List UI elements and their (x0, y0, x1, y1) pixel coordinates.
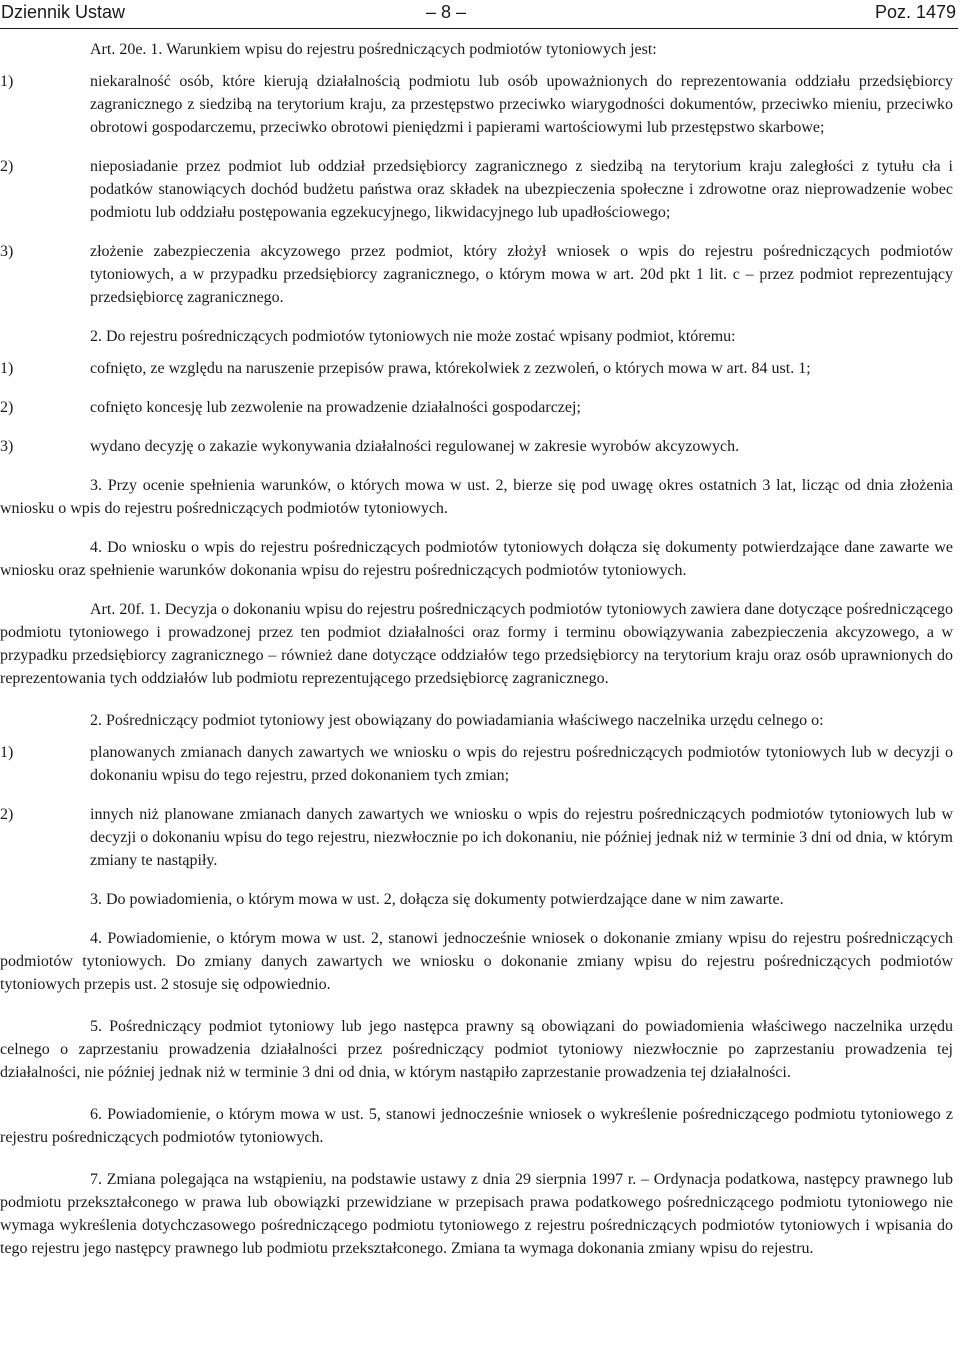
list-item-text: cofnięto, ze względu na naruszenie przepisów prawa, którekolwiek z zezwoleń, o których mowa w art. 84 ust. 1; (90, 360, 811, 377)
page-header (0, 0, 958, 24)
journal-title: Dziennik Ustaw (1, 2, 126, 22)
list-item-text: planowanych zmianach danych zawartych we wniosku o wpis do rejestru pośredniczących podmiotów tytoniowych lub w decyzji o dokonaniu wpisu do tego rejestru, przed dokonaniem tych zmian; (90, 744, 953, 784)
paragraph (0, 927, 953, 996)
paragraph-text: Art. 20e. 1. Warunkiem wpisu do rejestru pośredniczących podmiotów tytoniowych jest: (90, 41, 657, 58)
list-item-number: 1) (0, 73, 14, 90)
list-item-number: 2) (0, 158, 14, 175)
paragraph (0, 1015, 953, 1084)
paragraph-text: 4. Do wniosku o wpis do rejestru pośredniczących podmiotów tytoniowych dołącza się dokumenty potwierdzające dane zawarte we wniosku oraz spełnienie warunków dokonania wpisu do rejestru pośredniczących podmiotów tytoniowych. (0, 539, 953, 579)
paragraph-text: 7. Zmiana polegająca na wstąpieniu, na podstawie ustawy z dnia 29 sierpnia 1997 r. – Ordynacja podatkowa, następcy prawnego lub podmiotu przekształconego w prawa lub obowiązki przewidziane w przepisach prawa podatkowego pośredniczącego podmiotu tytoniowego nie wymaga wykreślenia dotychczasowego pośredniczącego podmiotu tytoniowego z rejestru pośredniczących podmiotów tytoniowych i wpisania do tego rejestru jego następcy prawnego lub podmiotu przekształconego. Zmiana ta wymaga dokonania zmiany wpisu do rejestru. (0, 1171, 953, 1257)
paragraph (0, 1103, 953, 1149)
list-item-number: 3) (0, 243, 14, 260)
paragraph (0, 709, 953, 732)
paragraph (0, 38, 953, 61)
list-item-text: innych niż planowane zmianach danych zawartych we wniosku o wpis do rejestru pośredniczących podmiotów tytoniowych lub w decyzji o dokonaniu wpisu do tego rejestru, niezwłocznie po ich dokonaniu, nie później jednak niż w terminie 3 dni od dnia, w którym zmiany te nastąpiły. (90, 806, 953, 869)
list-item-text: złożenie zabezpieczenia akcyzowego przez podmiot, który złożył wniosek o wpis do rejestru pośredniczących podmiotów tytoniowych, a w przypadku przedsiębiorcy zagranicznego, o którym mowa w art. 20d pkt 1 lit. c – przez podmiot reprezentujący przedsiębiorcę zagranicznego. (90, 243, 953, 306)
paragraph (0, 536, 953, 582)
page-number: – 8 – (426, 2, 467, 22)
list-item (0, 357, 953, 380)
list-item (0, 155, 953, 224)
list-item-number: 2) (0, 399, 14, 416)
paragraph-text: 2. Do rejestru pośredniczących podmiotów tytoniowych nie może zostać wpisany podmiot, któremu: (90, 328, 736, 345)
position-number: Poz. 1479 (874, 2, 956, 22)
list-item-text: nieposiadanie przez podmiot lub oddział przedsiębiorcy zagranicznego z siedzibą na terytorium kraju zaległości z tytułu cła i podatków stanowiących dochód budżetu państwa oraz składek na ubezpieczenia społeczne i zdrowotne oraz nieprowadzenie wobec podmiotu lub oddziału postępowania egzekucyjnego, likwidacyjnego lub upadłościowego; (90, 158, 953, 221)
list-item (0, 741, 953, 787)
paragraph-text: 3. Do powiadomienia, o którym mowa w ust. 2, dołącza się dokumenty potwierdzające dane w nim zawarte. (90, 891, 784, 908)
list-item (0, 70, 953, 139)
list-item-number: 2) (0, 806, 14, 823)
list-item (0, 396, 953, 419)
paragraph (0, 598, 953, 690)
paragraph-text: 5. Pośredniczący podmiot tytoniowy lub jego następca prawny są obowiązani do powiadomienia właściwego naczelnika urzędu celnego o zaprzestaniu prowadzenia działalności przez pośredniczący podmiot tytoniowy niezwłocznie po zaprzestaniu prowadzenia tej działalności, nie później jednak niż w terminie 3 dni od dnia, w którym nastąpiło zaprzestanie prowadzenia tej działalności. (0, 1018, 953, 1081)
list-item (0, 435, 953, 458)
paragraph-text: 4. Powiadomienie, o którym mowa w ust. 2, stanowi jednocześnie wniosek o dokonanie zmiany wpisu do rejestru pośredniczących podmiotów tytoniowych. Do zmiany danych zawartych we wniosku o dokonanie zmiany wpisu do rejestru pośredniczących podmiotów tytoniowych przepis ust. 2 stosuje się odpowiednio. (0, 930, 953, 993)
paragraph (0, 474, 953, 520)
paragraph-text: 6. Powiadomienie, o którym mowa w ust. 5, stanowi jednocześnie wniosek o wykreślenie pośredniczącego podmiotu tytoniowego z rejestru pośredniczących podmiotów tytoniowych. (0, 1106, 953, 1146)
paragraph (0, 325, 953, 348)
paragraph (0, 1168, 953, 1260)
paragraph-text: Art. 20f. 1. Decyzja o dokonaniu wpisu do rejestru pośredniczących podmiotów tytoniowych zawiera dane dotyczące pośredniczącego podmiotu tytoniowego i prowadzonej przez ten podmiot działalności oraz formy i terminu obowiązywania zabezpieczenia akcyzowego, a w przypadku przedsiębiorcy zagranicznego – również dane dotyczące oddziałów tego przedsiębiorcy na terytorium kraju oraz osób uprawnionych do reprezentowania tych oddziałów lub podmiotu reprezentującego przedsiębiorcę zagranicznego. (0, 601, 953, 687)
document-body (0, 38, 953, 1260)
paragraph (0, 888, 953, 911)
list-item-number: 1) (0, 744, 14, 761)
list-item-number: 1) (0, 360, 14, 377)
paragraph-text: 3. Przy ocenie spełnienia warunków, o których mowa w ust. 2, bierze się pod uwagę okres ostatnich 3 lat, licząc od dnia złożenia wniosku o wpis do rejestru pośredniczących podmiotów tytoniowych. (0, 477, 953, 517)
list-item (0, 240, 953, 309)
list-item-number: 3) (0, 438, 14, 455)
paragraph-text: 2. Pośredniczący podmiot tytoniowy jest obowiązany do powiadamiania właściwego naczelnika urzędu celnego o: (90, 712, 824, 729)
list-item-text: cofnięto koncesję lub zezwolenie na prowadzenie działalności gospodarczej; (90, 399, 581, 416)
header-divider (0, 28, 958, 29)
list-item-text: wydano decyzję o zakazie wykonywania działalności regulowanej w zakresie wyrobów akcyzowych. (90, 438, 740, 455)
list-item-text: niekaralność osób, które kierują działalnością podmiotu lub osób upoważnionych do reprezentowania oddziału przedsiębiorcy zagranicznego z siedzibą na terytorium kraju, za przestępstwo przeciwko wiarygodności dokumentów, przeciwko mieniu, przeciwko obrotowi gospodarczemu, przeciwko obrotowi pieniędzmi i papierami wartościowymi lub przestępstwo skarbowe; (90, 73, 953, 136)
list-item (0, 803, 953, 872)
